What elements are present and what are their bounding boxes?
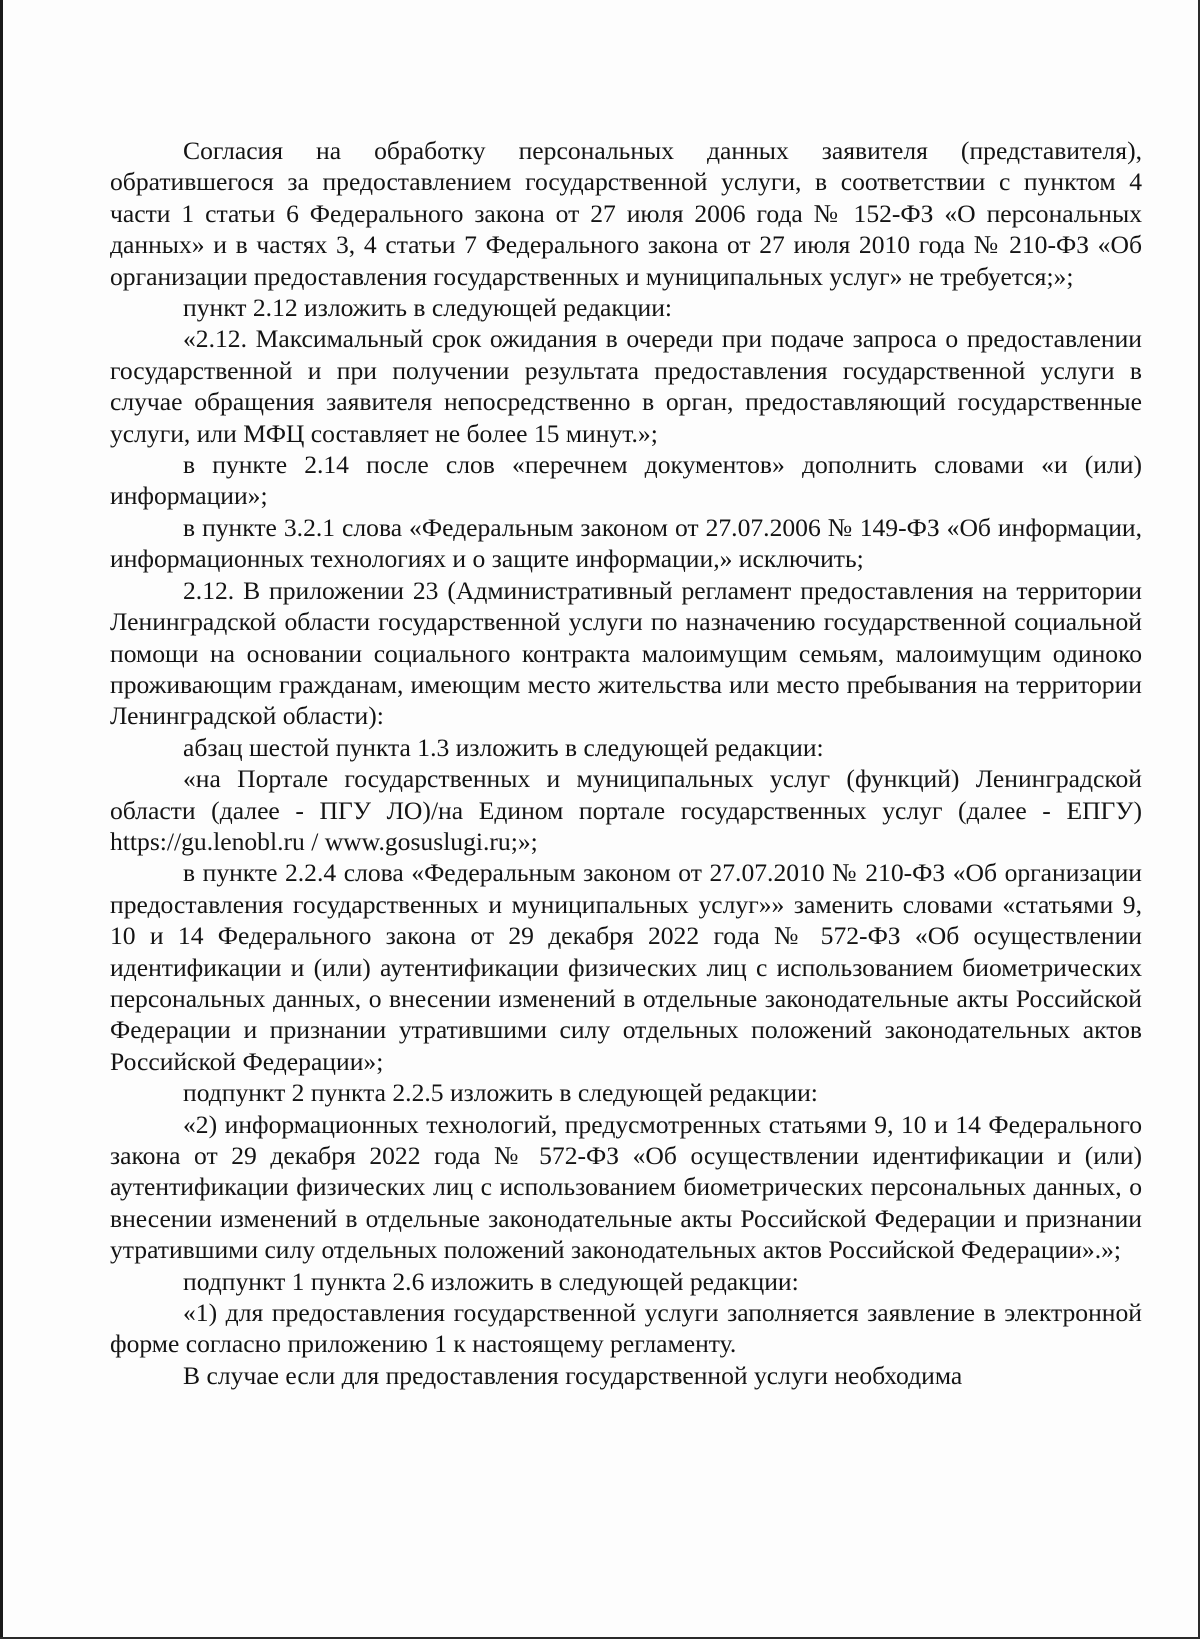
paragraph-item-2-12-text: «2.12. Максимальный срок ожидания в очереди при подаче запроса о предоставлении государственной и при получении результата предоставления государственной услуги в случае обращения заявителя непосредственно в орган, предоставляющий государственные услуги, или МФЦ составляет не более 15 минут.»; xyxy=(110,324,1142,448)
paragraph-appendix-23: 2.12. В приложении 23 (Административный регламент предоставления на территории Ленинградской области государственной услуги по назначению государственной социальной помощи на основании социального контракта малоимущим семьям, малоимущим одиноко проживающим гражданам, имеющим место жительства или место пребывания на территории Ленинградской области): xyxy=(110,575,1142,731)
paragraph-item-2-2-4: в пункте 2.2.4 слова «Федеральным законом от 27.07.2010 № 210-ФЗ «Об организации предоставления государственных и муниципальных услуг»» заменить словами «статьями 9, 10 и 14 Федерального закона от 29 декабря 2022 года № 572-ФЗ «Об осуществлении идентификации и (или) аутентификации физических лиц с использованием биометрических персональных данных, о внесении изменений в отдельные законодательные акты Российской Федерации и признании утратившими силу отдельных положений законодательных актов Российской Федерации»; xyxy=(110,858,1142,1076)
paragraph-item-1-3-instruction: абзац шестой пункта 1.3 изложить в следующей редакции: xyxy=(183,732,824,762)
paragraph-item-2-2-5-instruction: подпункт 2 пункта 2.2.5 изложить в следующей редакции: xyxy=(183,1078,818,1108)
paragraph-item-2-12-instruction: пункт 2.12 изложить в следующей редакции: xyxy=(183,293,673,323)
paragraph-item-2-14: в пункте 2.14 после слов «перечнем документов» дополнить словами «и (или) информации»; xyxy=(110,450,1142,511)
paragraph-item-2-6-text: «1) для предоставления государственной услуги заполняется заявление в электронной форме согласно приложению 1 к настоящему регламенту. xyxy=(110,1298,1142,1359)
paragraph-continuation: В случае если для предоставления государственной услуги необходима xyxy=(183,1360,963,1390)
paragraph-item-3-2-1: в пункте 3.2.1 слова «Федеральным законом от 27.07.2006 № 149-ФЗ «Об информации, информационных технологиях и о защите информации,» исключить; xyxy=(110,512,1142,574)
document-body xyxy=(110,135,1142,1391)
paragraph-item-2-6-instruction: подпункт 1 пункта 2.6 изложить в следующей редакции: xyxy=(183,1266,799,1296)
paragraph-portal-text: «на Портале государственных и муниципальных услуг (функций) Ленинградской области (далее - ПГУ ЛО)/на Едином портале государственных услуг (далее - ЕПГУ) https://gu.lenobl.ru / www.gosuslugi.ru;»; xyxy=(110,764,1142,856)
paragraph-item-2-2-5-text: «2) информационных технологий, предусмотренных статьями 9, 10 и 14 Федерального закона от 29 декабря 2022 года № 572-ФЗ «Об осуществлении идентификации и (или) аутентификации физических лиц с использованием биометрических персональных данных, о внесении изменений в отдельные законодательные акты Российской Федерации и признании утратившими силу отдельных положений законодательных актов Российской Федерации».»; xyxy=(110,1109,1142,1265)
paragraph-consent: Согласия на обработку персональных данных заявителя (представителя), обратившегося за предоставлением государственной услуги, в соответствии с пунктом 4 части 1 статьи 6 Федерального закона от 27 июля 2006 года № 152-ФЗ «О персональных данных» и в частях 3, 4 статьи 7 Федерального закона от 27 июля 2010 года № 210-ФЗ «Об организации предоставления государственных и муниципальных услуг» не требуется;»; xyxy=(110,136,1142,291)
scan-left-border xyxy=(0,0,3,1639)
